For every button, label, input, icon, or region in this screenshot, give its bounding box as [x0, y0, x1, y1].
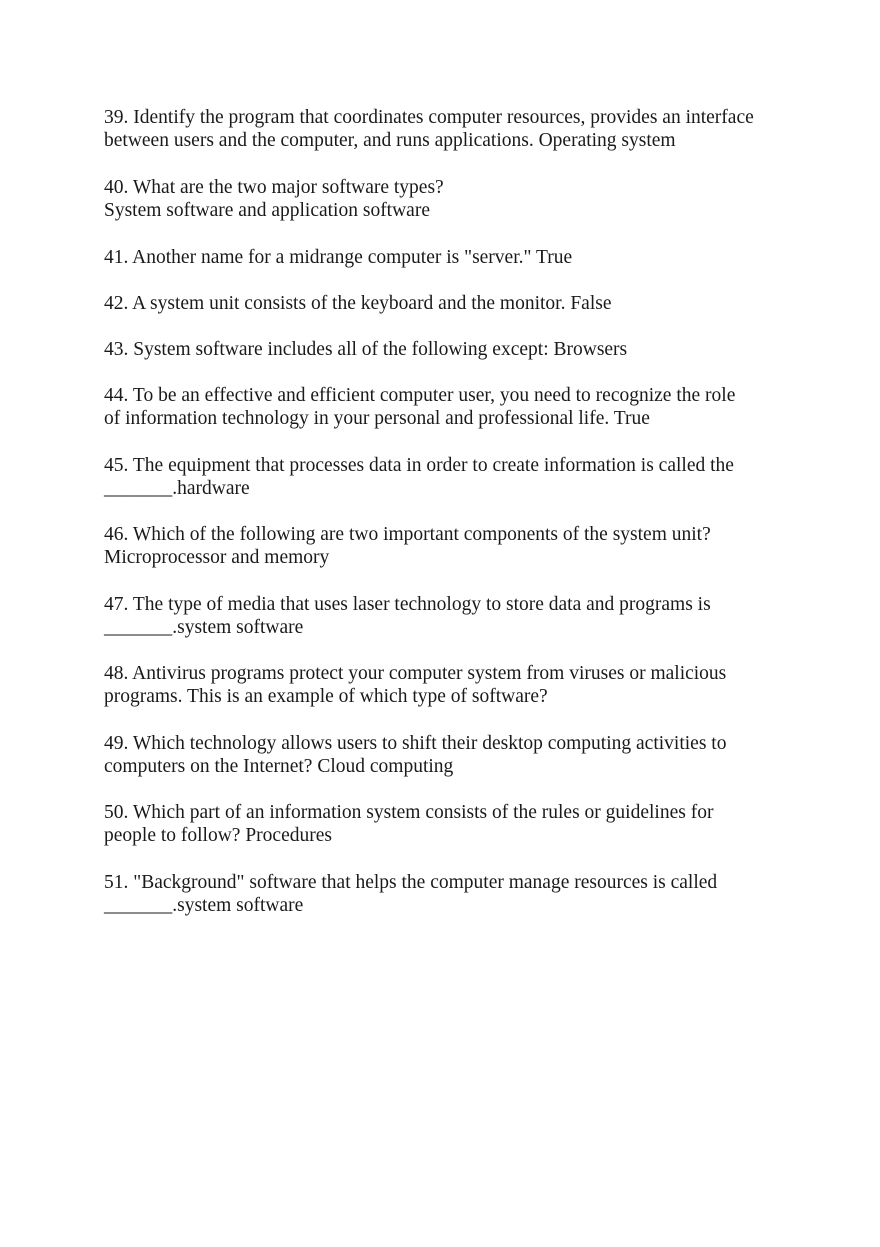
question-40 [104, 176, 804, 222]
question-line: computers on the Internet? Cloud computing [104, 756, 454, 777]
question-line: 42. A system unit consists of the keyboard and the monitor. False [104, 293, 612, 314]
question-line: 40. What are the two major software types? [104, 177, 444, 198]
question-line: 47. The type of media that uses laser technology to store data and programs is [104, 594, 711, 615]
question-line: 49. Which technology allows users to shift their desktop computing activities to [104, 733, 727, 754]
question-line: Microprocessor and memory [104, 547, 330, 568]
question-line: 41. Another name for a midrange computer is "server." True [104, 247, 573, 268]
question-49 [104, 732, 804, 778]
question-line: 43. System software includes all of the following except: Browsers [104, 339, 628, 360]
question-line: programs. This is an example of which type of software? [104, 686, 548, 707]
question-line: 50. Which part of an information system consists of the rules or guidelines for [104, 802, 714, 823]
question-46 [104, 523, 804, 569]
question-line: between users and the computer, and runs applications. Operating system [104, 130, 676, 151]
question-line: 45. The equipment that processes data in order to create information is called the [104, 455, 734, 476]
question-line: _______.hardware [104, 478, 250, 499]
question-45 [104, 454, 804, 500]
question-line: people to follow? Procedures [104, 825, 332, 846]
question-line: _______.system software [104, 617, 304, 638]
question-50 [104, 801, 804, 847]
question-48 [104, 662, 804, 708]
question-line: 46. Which of the following are two important components of the system unit? [104, 524, 711, 545]
question-43 [104, 338, 804, 361]
question-line: 44. To be an effective and efficient computer user, you need to recognize the role [104, 385, 736, 406]
question-line: 48. Antivirus programs protect your computer system from viruses or malicious [104, 663, 727, 684]
question-line: _______.system software [104, 895, 304, 916]
question-51 [104, 871, 804, 917]
question-42 [104, 292, 804, 315]
question-41 [104, 246, 804, 269]
question-line: 39. Identify the program that coordinates computer resources, provides an interface [104, 107, 754, 128]
question-47 [104, 593, 804, 639]
question-39 [104, 106, 804, 152]
question-line: System software and application software [104, 200, 430, 221]
question-44 [104, 384, 804, 430]
question-line: of information technology in your personal and professional life. True [104, 408, 650, 429]
question-line: 51. "Background" software that helps the computer manage resources is called [104, 872, 718, 893]
